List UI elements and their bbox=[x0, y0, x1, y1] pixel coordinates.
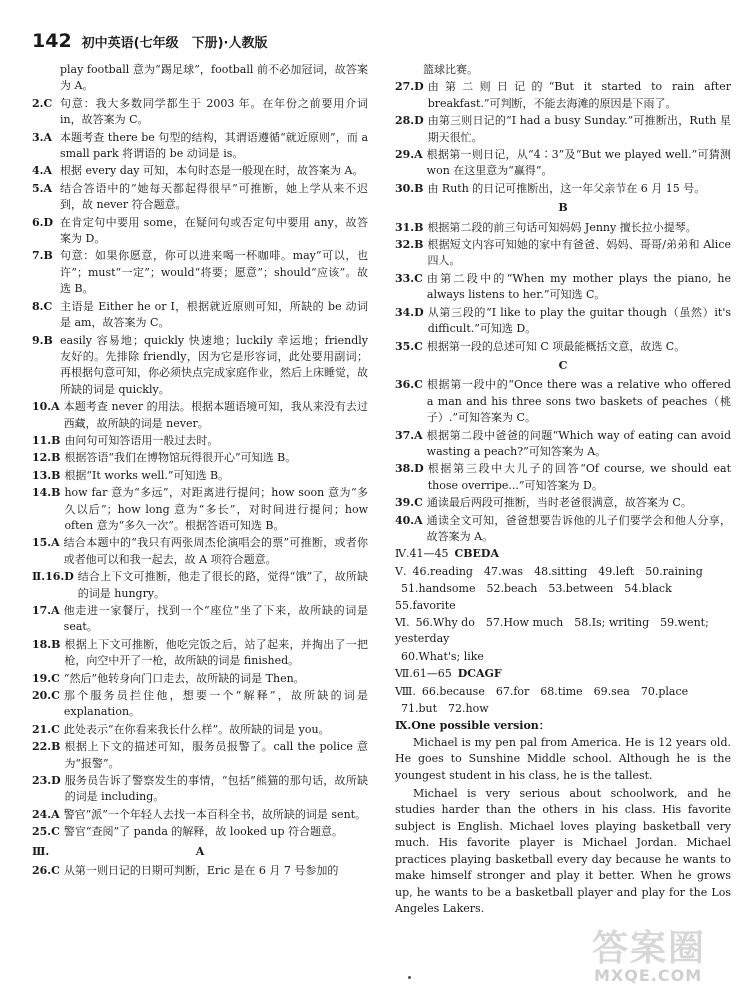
answer-explanation: 从第三段的“I like to play the guitar though（虽然）it's difficult.”可知选 D。 bbox=[427, 305, 731, 336]
answer-item bbox=[32, 333, 368, 399]
part-number: Ⅳ.41—45 bbox=[395, 547, 449, 561]
answer-number: 33.C bbox=[395, 271, 423, 285]
answer-explanation: 篮球比赛。 bbox=[423, 63, 478, 76]
answer-item bbox=[32, 807, 368, 823]
answer-number: 34.D bbox=[395, 305, 424, 319]
answer-number: 7.B bbox=[32, 249, 53, 263]
part-text: 60.What's; like bbox=[401, 649, 484, 663]
answer-item bbox=[32, 468, 368, 484]
answer-explanation: 根据第一段的总述可知 C 项最能概括文意，故选 C。 bbox=[426, 339, 686, 353]
answer-item bbox=[395, 428, 731, 461]
answer-explanation: 本题考查 never 的用法。根据本题语境可知，我从来没有去过西藏，故所缺的词是 never。 bbox=[63, 400, 368, 430]
watermark-text: 答案圈 bbox=[592, 928, 707, 969]
section-letter: C bbox=[558, 358, 568, 372]
book-title: 初中英语(七年级 下册)·人教版 bbox=[81, 36, 268, 51]
answer-explanation: 服务员告诉了警察发生的事情，“包括”熊猫的那句话，故所缺的词是 including。 bbox=[64, 774, 368, 804]
answer-explanation: 由第二则日记的“But it started to rain after breakfast.”可判断，不能去海滩的原因是下雨了。 bbox=[427, 80, 731, 110]
part-text: 71.but 72.how bbox=[401, 702, 489, 716]
essay-paragraph: Michael is very serious about schoolwork, and he studies harder than the others in his class. His favorite subject is English. Michael loves playing basketball very much. His favorite player is Michael Jordan. Michael practices playing basketball every day because he wants to make himself stronger and play it better. When he grows up, he wants to be a basketball player and play for the Los Angeles Lakers. bbox=[395, 787, 731, 915]
answer-explanation: 此处表示“在你看来我长什么样”。故所缺的词是 you。 bbox=[63, 722, 330, 736]
part-number: Ⅶ.61—65 bbox=[395, 667, 452, 681]
answer-part bbox=[395, 615, 731, 648]
answer-explanation: easily 容易地；quickly 快速地；luckily 幸运地；friendly 友好的。先排除 friendly，因为它是形容词，此处要用副词；再根据句意可知，你必须快点完成家庭作业，然后上床睡觉，故所缺的词是 quickly。 bbox=[60, 333, 368, 396]
answer-item bbox=[32, 215, 368, 248]
part-answers: DCAGF bbox=[457, 667, 502, 681]
answer-item bbox=[32, 535, 368, 568]
answer-number: 25.C bbox=[32, 825, 60, 839]
answer-item bbox=[32, 863, 368, 879]
answer-explanation: 结合本题中的“我只有两张周杰伦演唱会的票”可推断，或者你或者他可以和我一起去，故 A 项符合题意。 bbox=[63, 536, 368, 566]
answer-number: 9.B bbox=[32, 333, 53, 347]
answer-explanation: 根据答语“我们在博物馆玩得很开心”可知选 B。 bbox=[64, 451, 297, 465]
answer-part bbox=[395, 581, 731, 614]
answer-number: 32.B bbox=[395, 238, 424, 252]
watermark-logo bbox=[590, 920, 730, 992]
answer-number: 14.B bbox=[32, 486, 61, 500]
answer-number: 26.C bbox=[32, 864, 60, 878]
essay-paragraph: Michael is my pen pal from America. He is 12 years old. He goes to Sunshine Middle school. Although he is the youngest student in his class, he is the tallest. bbox=[395, 735, 731, 782]
answer-explanation: 主语是 Either he or I，根据就近原则可知，所缺的 be 动词是 am，故答案为 C。 bbox=[60, 299, 368, 330]
answer-item bbox=[395, 147, 731, 180]
section-number: Ⅲ. bbox=[32, 844, 50, 858]
page-number: 142 bbox=[32, 30, 72, 52]
answer-item bbox=[395, 305, 731, 338]
answer-number: 11.B bbox=[32, 433, 61, 447]
answer-item bbox=[395, 113, 731, 146]
part-number: Ⅵ. bbox=[395, 616, 410, 629]
answer-number: 24.A bbox=[32, 807, 60, 821]
answer-explanation: 根据短文内容可知她的家中有爸爸、妈妈、哥哥/弟弟和 Alice 四人。 bbox=[427, 238, 731, 268]
answer-number: 35.C bbox=[395, 339, 423, 353]
answer-number: 2.C bbox=[32, 96, 53, 110]
answer-explanation: 警官“查阅”了 panda 的解释，故 looked up 符合题意。 bbox=[63, 825, 344, 839]
answer-explanation: 从第一则日记的日期可判断，Eric 是在 6 月 7 号参加的 bbox=[63, 864, 339, 878]
answer-explanation: 由第二段中的“When my mother plays the piano, he always listens to her.”可知选 C。 bbox=[426, 271, 731, 302]
answer-part bbox=[395, 701, 731, 717]
part-number: Ⅴ. bbox=[395, 564, 407, 578]
answer-explanation: 本题考查 there be 句型的结构，其谓语遵循“就近原则”，而 a small park 将谓语的 be 动词是 is。 bbox=[60, 130, 368, 161]
answer-item bbox=[395, 62, 731, 78]
answer-explanation: 由问句可知答语用一般过去时。 bbox=[64, 433, 219, 447]
answer-item bbox=[395, 495, 731, 511]
answer-item bbox=[32, 62, 368, 95]
answer-item bbox=[32, 181, 368, 214]
section-letter: B bbox=[558, 201, 568, 215]
page-header bbox=[32, 30, 268, 56]
part-text: 66.because 67.for 68.time 69.sea 70.place bbox=[421, 684, 689, 698]
section-letter: A bbox=[195, 844, 205, 858]
answer-number: 10.A bbox=[32, 400, 60, 414]
answer-item bbox=[32, 96, 368, 129]
answer-number: 36.C bbox=[395, 378, 423, 392]
answer-explanation: 根据第一段中的“Once there was a relative who offered a man and his three sons two baskets of peaches（桃子）.”可知答案为 C。 bbox=[426, 378, 731, 425]
answer-item bbox=[395, 220, 731, 236]
answer-explanation: 警官“派”一个年轻人去找一本百科全书，故所缺的词是 sent。 bbox=[63, 807, 367, 821]
stray-dot bbox=[408, 976, 411, 979]
answer-explanation: play football 意为“踢足球”，football 前不必加冠词，故答案为 A。 bbox=[60, 63, 368, 93]
answer-explanation: 根据上下文可推断，他吃完饭之后，站了起来，并掏出了一把枪，向空中开了一枪，故所缺的词是 finished。 bbox=[64, 637, 368, 668]
answer-part bbox=[395, 546, 731, 562]
answer-item bbox=[395, 79, 731, 112]
answer-item bbox=[32, 637, 368, 670]
answer-number: 22.B bbox=[32, 740, 61, 754]
answer-explanation: 根据第一则日记，从“4∶3”及“But we played well.”可猜测 won 在这里意为“赢得”。 bbox=[426, 148, 731, 178]
answer-item bbox=[32, 299, 368, 332]
answer-item bbox=[32, 163, 368, 179]
answer-explanation: 他走进一家餐厅，找到一个“座位”坐了下来，故所缺的词是 seat。 bbox=[63, 604, 368, 634]
answer-item bbox=[395, 513, 731, 546]
answer-number: 17.A bbox=[32, 604, 60, 617]
answer-item bbox=[32, 739, 368, 772]
answer-number: 19.C bbox=[32, 671, 60, 685]
answer-number: 18.B bbox=[32, 637, 61, 651]
answer-number: 13.B bbox=[32, 468, 61, 482]
answer-explanation: 通读最后两段可推断，当时老爸很满意，故答案为 C。 bbox=[426, 496, 692, 510]
answer-explanation: 根据“It works well.”可知选 B。 bbox=[64, 468, 230, 482]
answer-item bbox=[395, 237, 731, 270]
answer-number: 5.A bbox=[32, 181, 53, 195]
answer-part bbox=[395, 564, 731, 580]
answer-item bbox=[32, 450, 368, 466]
answer-item bbox=[32, 130, 368, 163]
answer-number: 21.C bbox=[32, 722, 60, 736]
answer-explanation: 那个服务员拦住他，想要一个“解释”，故所缺的词是 explanation。 bbox=[63, 689, 368, 719]
answer-part bbox=[395, 666, 731, 682]
watermark-url: MXQE.COM bbox=[594, 966, 703, 985]
answer-item bbox=[32, 671, 368, 687]
answer-item bbox=[32, 399, 368, 432]
answer-item bbox=[32, 433, 368, 449]
answer-explanation: 在肯定句中要用 some，在疑问句或否定句中要用 any，故答案为 D。 bbox=[60, 215, 368, 246]
answer-item bbox=[395, 377, 731, 426]
section-heading-row bbox=[32, 842, 368, 862]
answer-item bbox=[395, 271, 731, 304]
right-answer-list bbox=[395, 62, 731, 717]
answer-explanation: 根据第二段中爸爸的问题“Which way of eating can avoid wasting a peach?”可知答案为 A。 bbox=[426, 428, 731, 458]
answer-item bbox=[32, 773, 368, 806]
answer-number: 6.D bbox=[32, 215, 54, 229]
essay-body bbox=[395, 735, 731, 917]
answer-item bbox=[32, 248, 368, 297]
answer-number: 4.A bbox=[32, 164, 53, 178]
answer-number: 23.D bbox=[32, 774, 61, 788]
answer-number: 37.A bbox=[395, 428, 423, 442]
answer-number: 12.B bbox=[32, 451, 61, 465]
answer-explanation: 由 Ruth 的日记可推断出，这一年父亲节在 6 月 15 号。 bbox=[427, 181, 706, 195]
answer-explanation: 句意：如果你愿意，你可以进来喝一杯咖啡。may“可以，也许”；must“一定”；would“将要；愿意”；should“应该”。故选 B。 bbox=[60, 249, 368, 296]
answer-explanation: 结合上下文可推断，他走了很长的路，觉得“饿”了，故所缺的词是 hungry。 bbox=[77, 570, 368, 600]
answer-explanation: 根据 every day 可知，本句时态是一般现在时，故答案为 A。 bbox=[60, 164, 364, 178]
answer-number: 27.D bbox=[395, 80, 424, 94]
answer-number: 8.C bbox=[32, 299, 53, 313]
section-heading-row bbox=[395, 198, 731, 218]
answer-explanation: 根据第三段中大儿子的回答“Of course, we should eat those overripe...”可知答案为 D。 bbox=[427, 462, 731, 492]
answer-explanation: 通读全文可知，爸爸想要告诉他的儿子们要学会和他人分享，故答案为 A。 bbox=[426, 513, 731, 543]
answer-number: 29.A bbox=[395, 148, 423, 162]
part-text: 56.Why do 57.How much 58.Is; writing 59.went; yesterday bbox=[395, 616, 709, 646]
answer-explanation: 根据第二段的前三句话可知妈妈 Jenny 擅长拉小提琴。 bbox=[427, 220, 697, 234]
answer-number: 38.D bbox=[395, 462, 424, 476]
answer-explanation: 由第三则日记的“I had a busy Sunday.”可推断出，Ruth 星期天很忙。 bbox=[427, 114, 731, 144]
answer-item bbox=[32, 603, 368, 636]
answer-number: 30.B bbox=[395, 181, 424, 195]
answer-explanation: 根据上下文的描述可知，服务员报警了。call the police 意为“报警”。 bbox=[64, 740, 368, 770]
part-answers: CBEDA bbox=[454, 547, 499, 561]
answer-explanation: “然后”他转身向门口走去，故所缺的词是 Then。 bbox=[63, 671, 305, 685]
right-column bbox=[395, 62, 731, 919]
answer-number: 28.D bbox=[395, 114, 424, 128]
answer-item bbox=[32, 485, 368, 534]
answer-explanation: how far 意为“多远”，对距离进行提问；how soon 意为“多久以后”；how long 意为“多长”，对时间进行提问；how often 意为“多久一次”。根据答语可知选 B。 bbox=[64, 486, 368, 532]
essay-section bbox=[395, 718, 731, 917]
left-column bbox=[32, 62, 368, 881]
answer-explanation: 结合答语中的“她每天都起得很早”可推断，她上学从来不迟到，故 never 符合题意。 bbox=[60, 181, 368, 212]
answer-number: 31.B bbox=[395, 220, 424, 234]
answer-item bbox=[32, 722, 368, 738]
answer-number: 15.A bbox=[32, 536, 60, 550]
part-number: Ⅷ. bbox=[395, 684, 416, 698]
answer-item bbox=[32, 688, 368, 721]
answer-part bbox=[395, 684, 731, 700]
answer-item bbox=[32, 569, 368, 602]
answer-number: 39.C bbox=[395, 496, 423, 510]
answer-item bbox=[395, 181, 731, 197]
part-text: 51.handsome 52.beach 53.between 54.black 55.favorite bbox=[395, 582, 683, 612]
answer-number: 20.C bbox=[32, 689, 60, 703]
answer-number: 3.A bbox=[32, 130, 53, 144]
answer-number: 40.A bbox=[395, 513, 423, 527]
answer-item bbox=[395, 461, 731, 494]
section-heading-row bbox=[395, 356, 731, 376]
part-text: 46.reading 47.was 48.sitting 49.left 50.raining bbox=[412, 564, 703, 578]
answer-number: Ⅱ.16.D bbox=[32, 570, 74, 584]
answer-explanation: 句意：我大多数同学都生于 2003 年。在年份之前要用介词 in，故答案为 C。 bbox=[60, 96, 368, 127]
answer-item bbox=[32, 824, 368, 840]
answer-item bbox=[395, 339, 731, 355]
answer-part bbox=[395, 649, 731, 665]
essay-label: Ⅸ.One possible version： bbox=[395, 719, 550, 733]
